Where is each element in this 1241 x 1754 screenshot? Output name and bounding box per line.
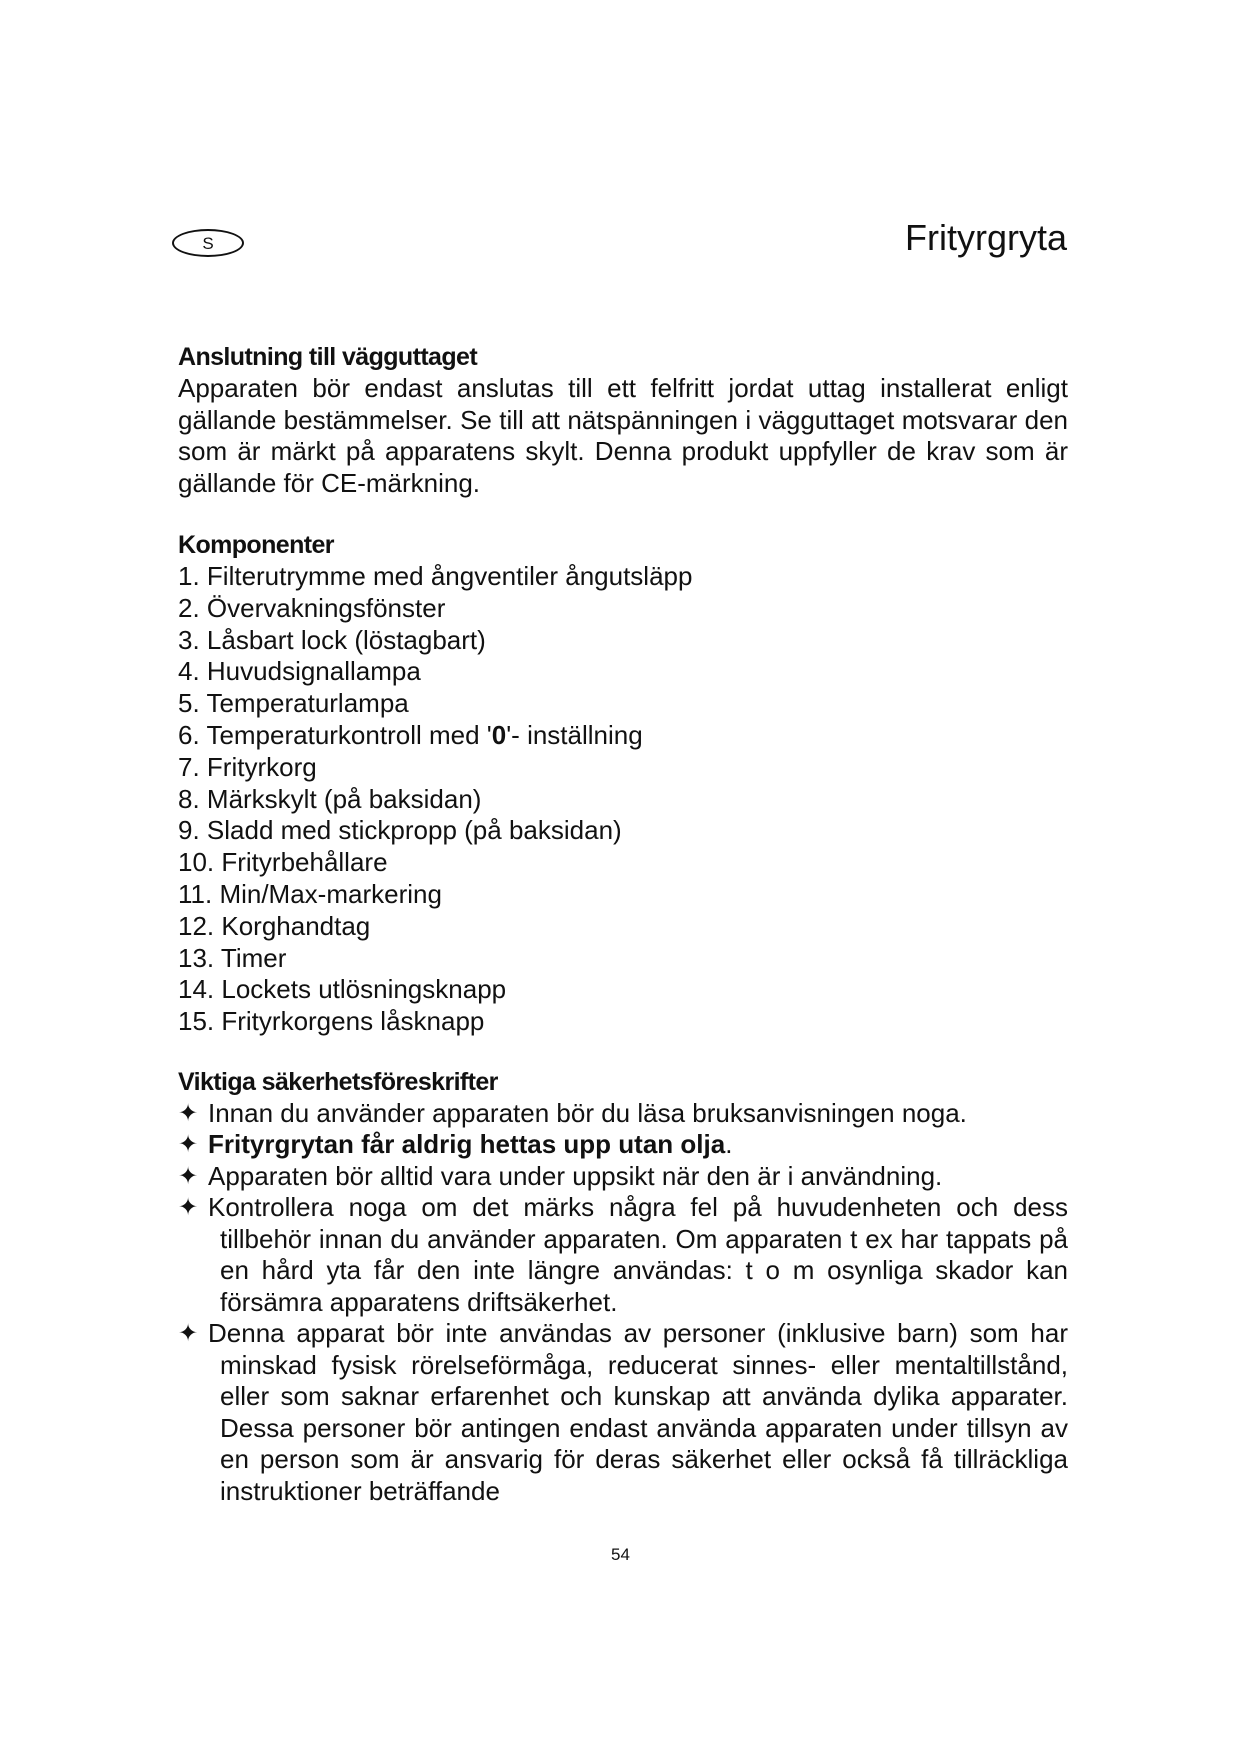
page-title: Frityrgryta (905, 217, 1067, 258)
component-item (178, 720, 1068, 752)
component-item: 14. Lockets utlösningsknapp (178, 974, 507, 1005)
connection-section (178, 341, 1068, 499)
component-item-suffix: '- inställning (506, 719, 643, 750)
star-bullet-icon: ✦ (178, 1162, 199, 1190)
component-item: 10. Frityrbehållare (178, 847, 388, 878)
safety-list (178, 1098, 1068, 1508)
connection-heading: Anslutning till vägguttaget (178, 343, 478, 371)
component-item: 2. Övervakningsfönster (178, 592, 446, 623)
safety-item-text (208, 1129, 1068, 1161)
connection-paragraph: Apparaten bör endast anslutas till ett felfritt jordat uttag installerat enligt gällande bestämmelser. Se till att nätspänningen i vägguttaget motsvarar den som är märkt på apparatens skylt. Denna produkt uppfyller de krav som är gällande för CE-märkning. (178, 373, 1068, 498)
safety-item-text: Apparaten bör alltid vara under uppsikt när den är i användning. (208, 1160, 943, 1191)
safety-warning-bold: Frityrgrytan får aldrig hettas upp utan olja (208, 1129, 726, 1160)
component-item-text: 6. Temperaturkontroll med ' (178, 719, 492, 750)
components-list (178, 561, 1068, 1038)
page-content (178, 341, 1068, 1507)
star-bullet-icon: ✦ (178, 1099, 199, 1127)
star-bullet-icon: ✦ (178, 1131, 199, 1159)
component-item: 11. Min/Max-markering (178, 878, 442, 909)
safety-heading: Viktiga säkerhetsföreskrifter (178, 1067, 498, 1096)
safety-item (178, 1129, 1068, 1161)
component-item: 1. Filterutrymme med ångventiler ångutsläpp (178, 561, 693, 591)
safety-item-text: Innan du använder apparaten bör du läsa bruksanvisningen noga. (208, 1097, 967, 1128)
safety-item (178, 1192, 1068, 1318)
safety-item-suffix: . (725, 1129, 733, 1160)
safety-section (178, 1066, 1068, 1508)
component-item: 3. Låsbart lock (löstagbart) (178, 624, 486, 655)
safety-item-text: Denna apparat bör inte användas av personer (inklusive barn) som har minskad fysisk rörelseförmåga, reducerat sinnes- eller mentaltillstånd, eller som saknar erfarenhet och kunskap att använda dylika apparater. Dessa personer bör antingen endast använda apparaten under tillsyn av en person som är ansvarig för deras säkerhet eller också få tillräckliga instruktioner beträffande (208, 1318, 1068, 1506)
language-badge: S (172, 229, 244, 257)
safety-item-text: Kontrollera noga om det märks några fel på huvudenheten och dess tillbehör innan du använder apparaten. Om apparaten t ex har tappats på en hård yta får den inte längre användas: t o m osynliga skador kan försämra apparatens driftsäkerhet. (208, 1192, 1068, 1317)
zero-setting-value: 0 (491, 719, 507, 750)
component-item: 12. Korghandtag (178, 910, 371, 941)
component-item: 4. Huvudsignallampa (178, 656, 421, 687)
component-item: 5. Temperaturlampa (178, 688, 409, 719)
page-number: 54 (611, 1545, 630, 1564)
star-bullet-icon: ✦ (178, 1320, 199, 1348)
safety-item (178, 1318, 1068, 1507)
safety-item (178, 1098, 1068, 1130)
star-bullet-icon: ✦ (178, 1194, 199, 1222)
components-section (178, 529, 1068, 1038)
component-item: 15. Frityrkorgens låsknapp (178, 1006, 485, 1037)
component-item: 8. Märkskylt (på baksidan) (178, 783, 482, 814)
safety-item (178, 1161, 1068, 1193)
component-item: 7. Frityrkorg (178, 751, 317, 782)
component-item: 9. Sladd med stickpropp (på baksidan) (178, 815, 622, 846)
component-item: 13. Timer (178, 942, 287, 973)
components-heading: Komponenter (178, 531, 334, 559)
